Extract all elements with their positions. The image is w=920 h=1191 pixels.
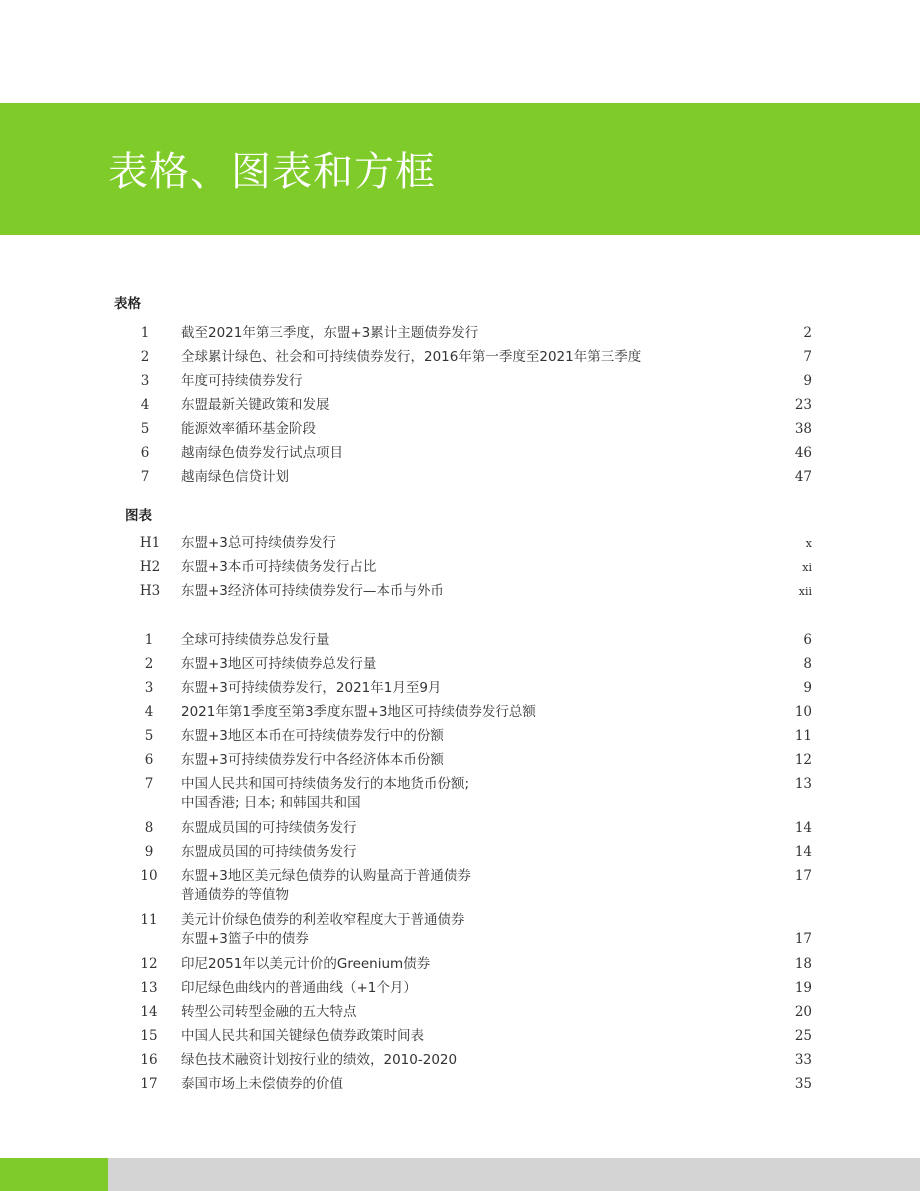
toc-entry-title xyxy=(181,819,741,838)
toc-entry-page: 46 xyxy=(794,445,812,461)
toc-entry-number: 1 xyxy=(144,632,154,648)
toc-entry-page: 23 xyxy=(794,397,812,413)
toc-entry-title-line: 东盟最新关键政策和发展 xyxy=(181,397,330,413)
toc-entry-title-line: 印尼绿色曲线内的普通曲线（+1个月） xyxy=(181,980,417,996)
toc-entry-title-line: 东盟+3本币可持续债务发行占比 xyxy=(181,559,377,575)
toc-entry-title xyxy=(181,468,741,487)
toc-entry-title-line: 普通债券的等值物 xyxy=(181,887,289,903)
toc-entry-title xyxy=(181,582,741,601)
toc-entry-page: 14 xyxy=(794,820,812,836)
toc-entry-title xyxy=(181,727,741,746)
toc-entry-title xyxy=(181,372,741,391)
toc-entry-title-line: 全球可持续债券总发行量 xyxy=(181,632,330,648)
toc-entry-title-line: 印尼2051年以美元计价的Greenium债券 xyxy=(181,956,431,972)
toc-entry-title xyxy=(181,679,741,698)
toc-entry-page: 7 xyxy=(803,349,812,365)
toc-entry-number: 4 xyxy=(140,397,150,413)
toc-entry-title xyxy=(181,558,741,577)
toc-entry-number: 3 xyxy=(140,373,150,389)
page-title: 表格、图表和方框 xyxy=(108,149,436,195)
toc-entry-number: 7 xyxy=(140,469,150,485)
toc-entry-number: 15 xyxy=(140,1028,158,1044)
toc-entry-title-line: 东盟+3地区美元绿色债券的认购量高于普通债券 xyxy=(181,868,471,884)
toc-entry-number: 14 xyxy=(140,1004,158,1020)
toc-entry-title-line: 转型公司转型金融的五大特点 xyxy=(181,1004,357,1020)
toc-entry-number: H2 xyxy=(139,559,161,575)
figures-heading: 图表 xyxy=(125,508,152,524)
toc-entry-title-line: 东盟+3可持续债券发行，2021年1月至9月 xyxy=(181,680,442,696)
toc-entry-number: 8 xyxy=(144,820,154,836)
toc-entry-number: 6 xyxy=(140,445,150,461)
toc-entry-title xyxy=(181,775,741,813)
toc-entry-title-line: 2021年第1季度至第3季度东盟+3地区可持续债券发行总额 xyxy=(181,704,536,720)
toc-entry-number: 3 xyxy=(144,680,154,696)
toc-entry-title-line: 能源效率循环基金阶段 xyxy=(181,421,316,437)
toc-entry-number: 7 xyxy=(144,776,154,792)
toc-entry-number: H1 xyxy=(139,535,161,551)
toc-entry-title xyxy=(181,867,741,905)
toc-entry-number: 10 xyxy=(140,868,158,884)
toc-entry-page: 18 xyxy=(794,956,812,972)
toc-entry-title xyxy=(181,979,741,998)
toc-entry-title-line: 东盟+3可持续债券发行中各经济体本币份额 xyxy=(181,752,444,768)
toc-entry-page: 12 xyxy=(794,752,812,768)
toc-entry-title-line: 泰国市场上未偿债券的价值 xyxy=(181,1076,343,1092)
toc-entry-page: 8 xyxy=(803,656,812,672)
toc-entry-page: 20 xyxy=(794,1004,812,1020)
toc-entry-title-line: 越南绿色信贷计划 xyxy=(181,469,289,485)
toc-entry-title xyxy=(181,631,741,650)
toc-entry-number: 5 xyxy=(140,421,150,437)
toc-entry-number: 12 xyxy=(140,956,158,972)
toc-entry-title xyxy=(181,911,741,949)
footer-bar xyxy=(108,1158,920,1191)
toc-entry-title xyxy=(181,1003,741,1022)
toc-entry-title xyxy=(181,444,741,463)
toc-entry-title-line: 东盟+3地区可持续债券总发行量 xyxy=(181,656,377,672)
toc-entry-title-line: 东盟成员国的可持续债务发行 xyxy=(181,820,357,836)
toc-entry-title xyxy=(181,1027,741,1046)
toc-entry-number: 9 xyxy=(144,844,154,860)
toc-entry-title-line: 东盟+3经济体可持续债券发行—本币与外币 xyxy=(181,583,444,599)
toc-entry-title-line: 中国人民共和国关键绿色债券政策时间表 xyxy=(181,1028,424,1044)
tables-heading: 表格 xyxy=(114,296,141,312)
toc-entry-page: 17 xyxy=(794,868,812,884)
toc-entry-page: 33 xyxy=(794,1052,812,1068)
toc-entry-title-line: 年度可持续债券发行 xyxy=(181,373,303,389)
toc-entry-title-line: 绿色技术融资计划按行业的绩效，2010-2020 xyxy=(181,1052,458,1068)
toc-entry-number: 2 xyxy=(144,656,154,672)
toc-entry-title-line: 中国香港; 日本; 和韩国共和国 xyxy=(181,795,361,811)
toc-entry-title-line: 美元计价绿色债券的利差收窄程度大于普通债券 xyxy=(181,912,465,928)
toc-entry-title xyxy=(181,843,741,862)
toc-entry-title-line: 东盟成员国的可持续债务发行 xyxy=(181,844,357,860)
toc-entry-title xyxy=(181,751,741,770)
toc-entry-page: 6 xyxy=(803,632,812,648)
toc-entry-page: 25 xyxy=(794,1028,812,1044)
toc-entry-number: 13 xyxy=(140,980,158,996)
toc-entry-title xyxy=(181,396,741,415)
toc-entry-page: 35 xyxy=(794,1076,812,1092)
toc-entry-title-line: 截至2021年第三季度，东盟+3累计主题债券发行 xyxy=(181,325,479,341)
toc-entry-title-line: 东盟+3地区本币在可持续债券发行中的份额 xyxy=(181,728,444,744)
toc-entry-page: 2 xyxy=(803,325,812,341)
toc-entry-number: 16 xyxy=(140,1052,158,1068)
toc-entry-number: 6 xyxy=(144,752,154,768)
toc-entry-page: 9 xyxy=(803,373,812,389)
toc-entry-page: 9 xyxy=(803,680,812,696)
toc-entry-title xyxy=(181,955,741,974)
toc-entry-number: 17 xyxy=(140,1076,158,1092)
footer-accent xyxy=(0,1158,108,1191)
toc-entry-page: xii xyxy=(798,585,812,598)
toc-entry-number: 11 xyxy=(140,912,158,928)
toc-entry-page: xi xyxy=(802,561,812,574)
toc-entry-page: 38 xyxy=(794,421,812,437)
toc-entry-page: 47 xyxy=(794,469,812,485)
toc-entry-page: 14 xyxy=(794,844,812,860)
toc-entry-title xyxy=(181,655,741,674)
toc-entry-page: 10 xyxy=(794,704,812,720)
toc-entry-title xyxy=(181,324,741,343)
toc-entry-number: 5 xyxy=(144,728,154,744)
toc-entry-title-line: 东盟+3总可持续债券发行 xyxy=(181,535,336,551)
toc-entry-title xyxy=(181,1051,741,1070)
toc-entry-page: 13 xyxy=(794,776,812,792)
toc-entry-page: x xyxy=(805,537,812,550)
toc-entry-title-line: 中国人民共和国可持续债务发行的本地货币份额; xyxy=(181,776,470,792)
toc-entry-title xyxy=(181,534,741,553)
toc-entry-number: 4 xyxy=(144,704,154,720)
toc-entry-title-line: 越南绿色债券发行试点项目 xyxy=(181,445,343,461)
toc-entry-page: 11 xyxy=(794,728,812,744)
toc-entry-title-line: 全球累计绿色、社会和可持续债券发行，2016年第一季度至2021年第三季度 xyxy=(181,349,642,365)
toc-entry-title xyxy=(181,348,741,367)
toc-entry-title-line: 东盟+3篮子中的债券 xyxy=(181,931,309,947)
toc-entry-title xyxy=(181,1075,741,1094)
toc-entry-title xyxy=(181,703,741,722)
toc-entry-number: 2 xyxy=(140,349,150,365)
toc-entry-title xyxy=(181,420,741,439)
toc-entry-page: 17 xyxy=(794,931,812,947)
toc-entry-number: H3 xyxy=(139,583,161,599)
toc-entry-page: 19 xyxy=(794,980,812,996)
toc-entry-number: 1 xyxy=(140,325,150,341)
